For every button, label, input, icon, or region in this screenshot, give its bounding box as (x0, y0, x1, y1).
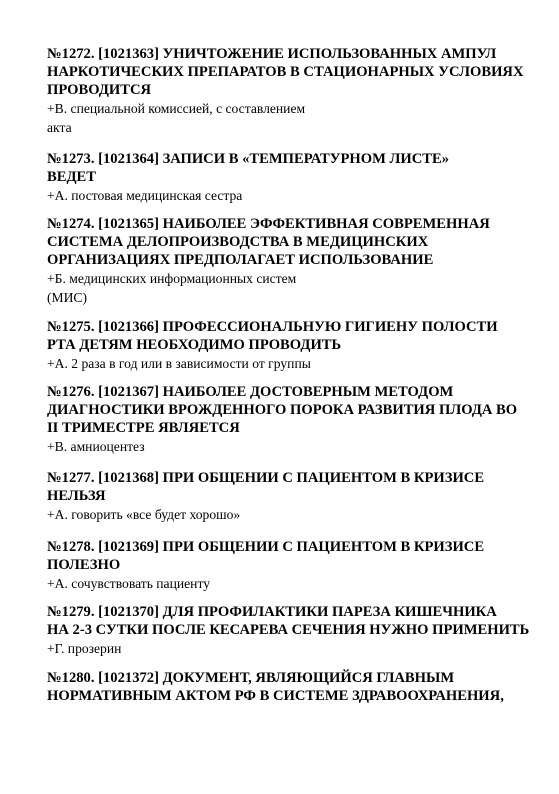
question-answer: +Б. медицинских информационных систем (МИС) (47, 271, 297, 305)
question-1277 (47, 469, 547, 524)
question-1279 (47, 603, 547, 658)
question-title: №1276. [1021367] НАИБОЛЕЕ ДОСТОВЕРНЫМ МЕТОДОМ ДИАГНОСТИКИ ВРОЖДЕННОГО ПОРОКА РАЗВИТИЯ ПЛОДА ВО II ТРИМЕСТРЕ ЯВЛЯЕТСЯ (47, 384, 518, 436)
question-answer: +В. амниоцентез (47, 439, 145, 454)
question-answer: +А. постовая медицинская сестра (47, 188, 243, 203)
question-title: №1275. [1021366] ПРОФЕССИОНАЛЬНУЮ ГИГИЕНУ ПОЛОСТИ РТА ДЕТЯМ НЕОБХОДИМО ПРОВОДИТЬ (47, 319, 498, 353)
question-1280 (47, 669, 547, 705)
question-1276 (47, 383, 547, 456)
question-title: №1277. [1021368] ПРИ ОБЩЕНИИ С ПАЦИЕНТОМ В КРИЗИСЕ НЕЛЬЗЯ (47, 470, 485, 504)
question-answer: +А. сочувствовать пациенту (47, 576, 211, 591)
question-1272 (47, 45, 547, 137)
question-title: №1273. [1021364] ЗАПИСИ В «ТЕМПЕРАТУРНОМ ЛИСТЕ» ВЕДЕТ (47, 151, 450, 185)
question-title: №1274. [1021365] НАИБОЛЕЕ ЭФФЕКТИВНАЯ СОВРЕМЕННАЯ СИСТЕМА ДЕЛОПРОИЗВОДСТВА В МЕДИЦИНСКИХ ОРГАНИЗАЦИЯХ ПРЕДПОЛАГАЕТ ИСПОЛЬЗОВАНИЕ (47, 216, 490, 268)
question-title: №1280. [1021372] ДОКУМЕНТ, ЯВЛЯЮЩИЙСЯ ГЛАВНЫМ НОРМАТИВНЫМ АКТОМ РФ В СИСТЕМЕ ЗДРАВООХРАНЕНИЯ, (47, 670, 504, 704)
question-1273 (47, 150, 547, 205)
question-title: №1279. [1021370] ДЛЯ ПРОФИЛАКТИКИ ПАРЕЗА КИШЕЧНИКА НА 2-3 СУТКИ ПОСЛЕ КЕСАРЕВА СЕЧЕНИЯ НУЖНО ПРИМЕНИТЬ (47, 604, 530, 638)
question-1278 (47, 538, 547, 593)
question-1274 (47, 215, 547, 307)
question-answer: +Г. прозерин (47, 641, 122, 656)
question-answer: +В. специальной комиссией, с составлением акта (47, 101, 306, 135)
question-title: №1278. [1021369] ПРИ ОБЩЕНИИ С ПАЦИЕНТОМ В КРИЗИСЕ ПОЛЕЗНО (47, 539, 485, 573)
question-answer: +А. говорить «все будет хорошо» (47, 507, 241, 522)
question-1275 (47, 318, 547, 373)
question-title: №1272. [1021363] УНИЧТОЖЕНИЕ ИСПОЛЬЗОВАННЫХ АМПУЛ НАРКОТИЧЕСКИХ ПРЕПАРАТОВ В СТАЦИОНАРНЫХ УСЛОВИЯХ ПРОВОДИТСЯ (47, 46, 524, 98)
question-answer: +А. 2 раза в год или в зависимости от группы (47, 356, 311, 371)
